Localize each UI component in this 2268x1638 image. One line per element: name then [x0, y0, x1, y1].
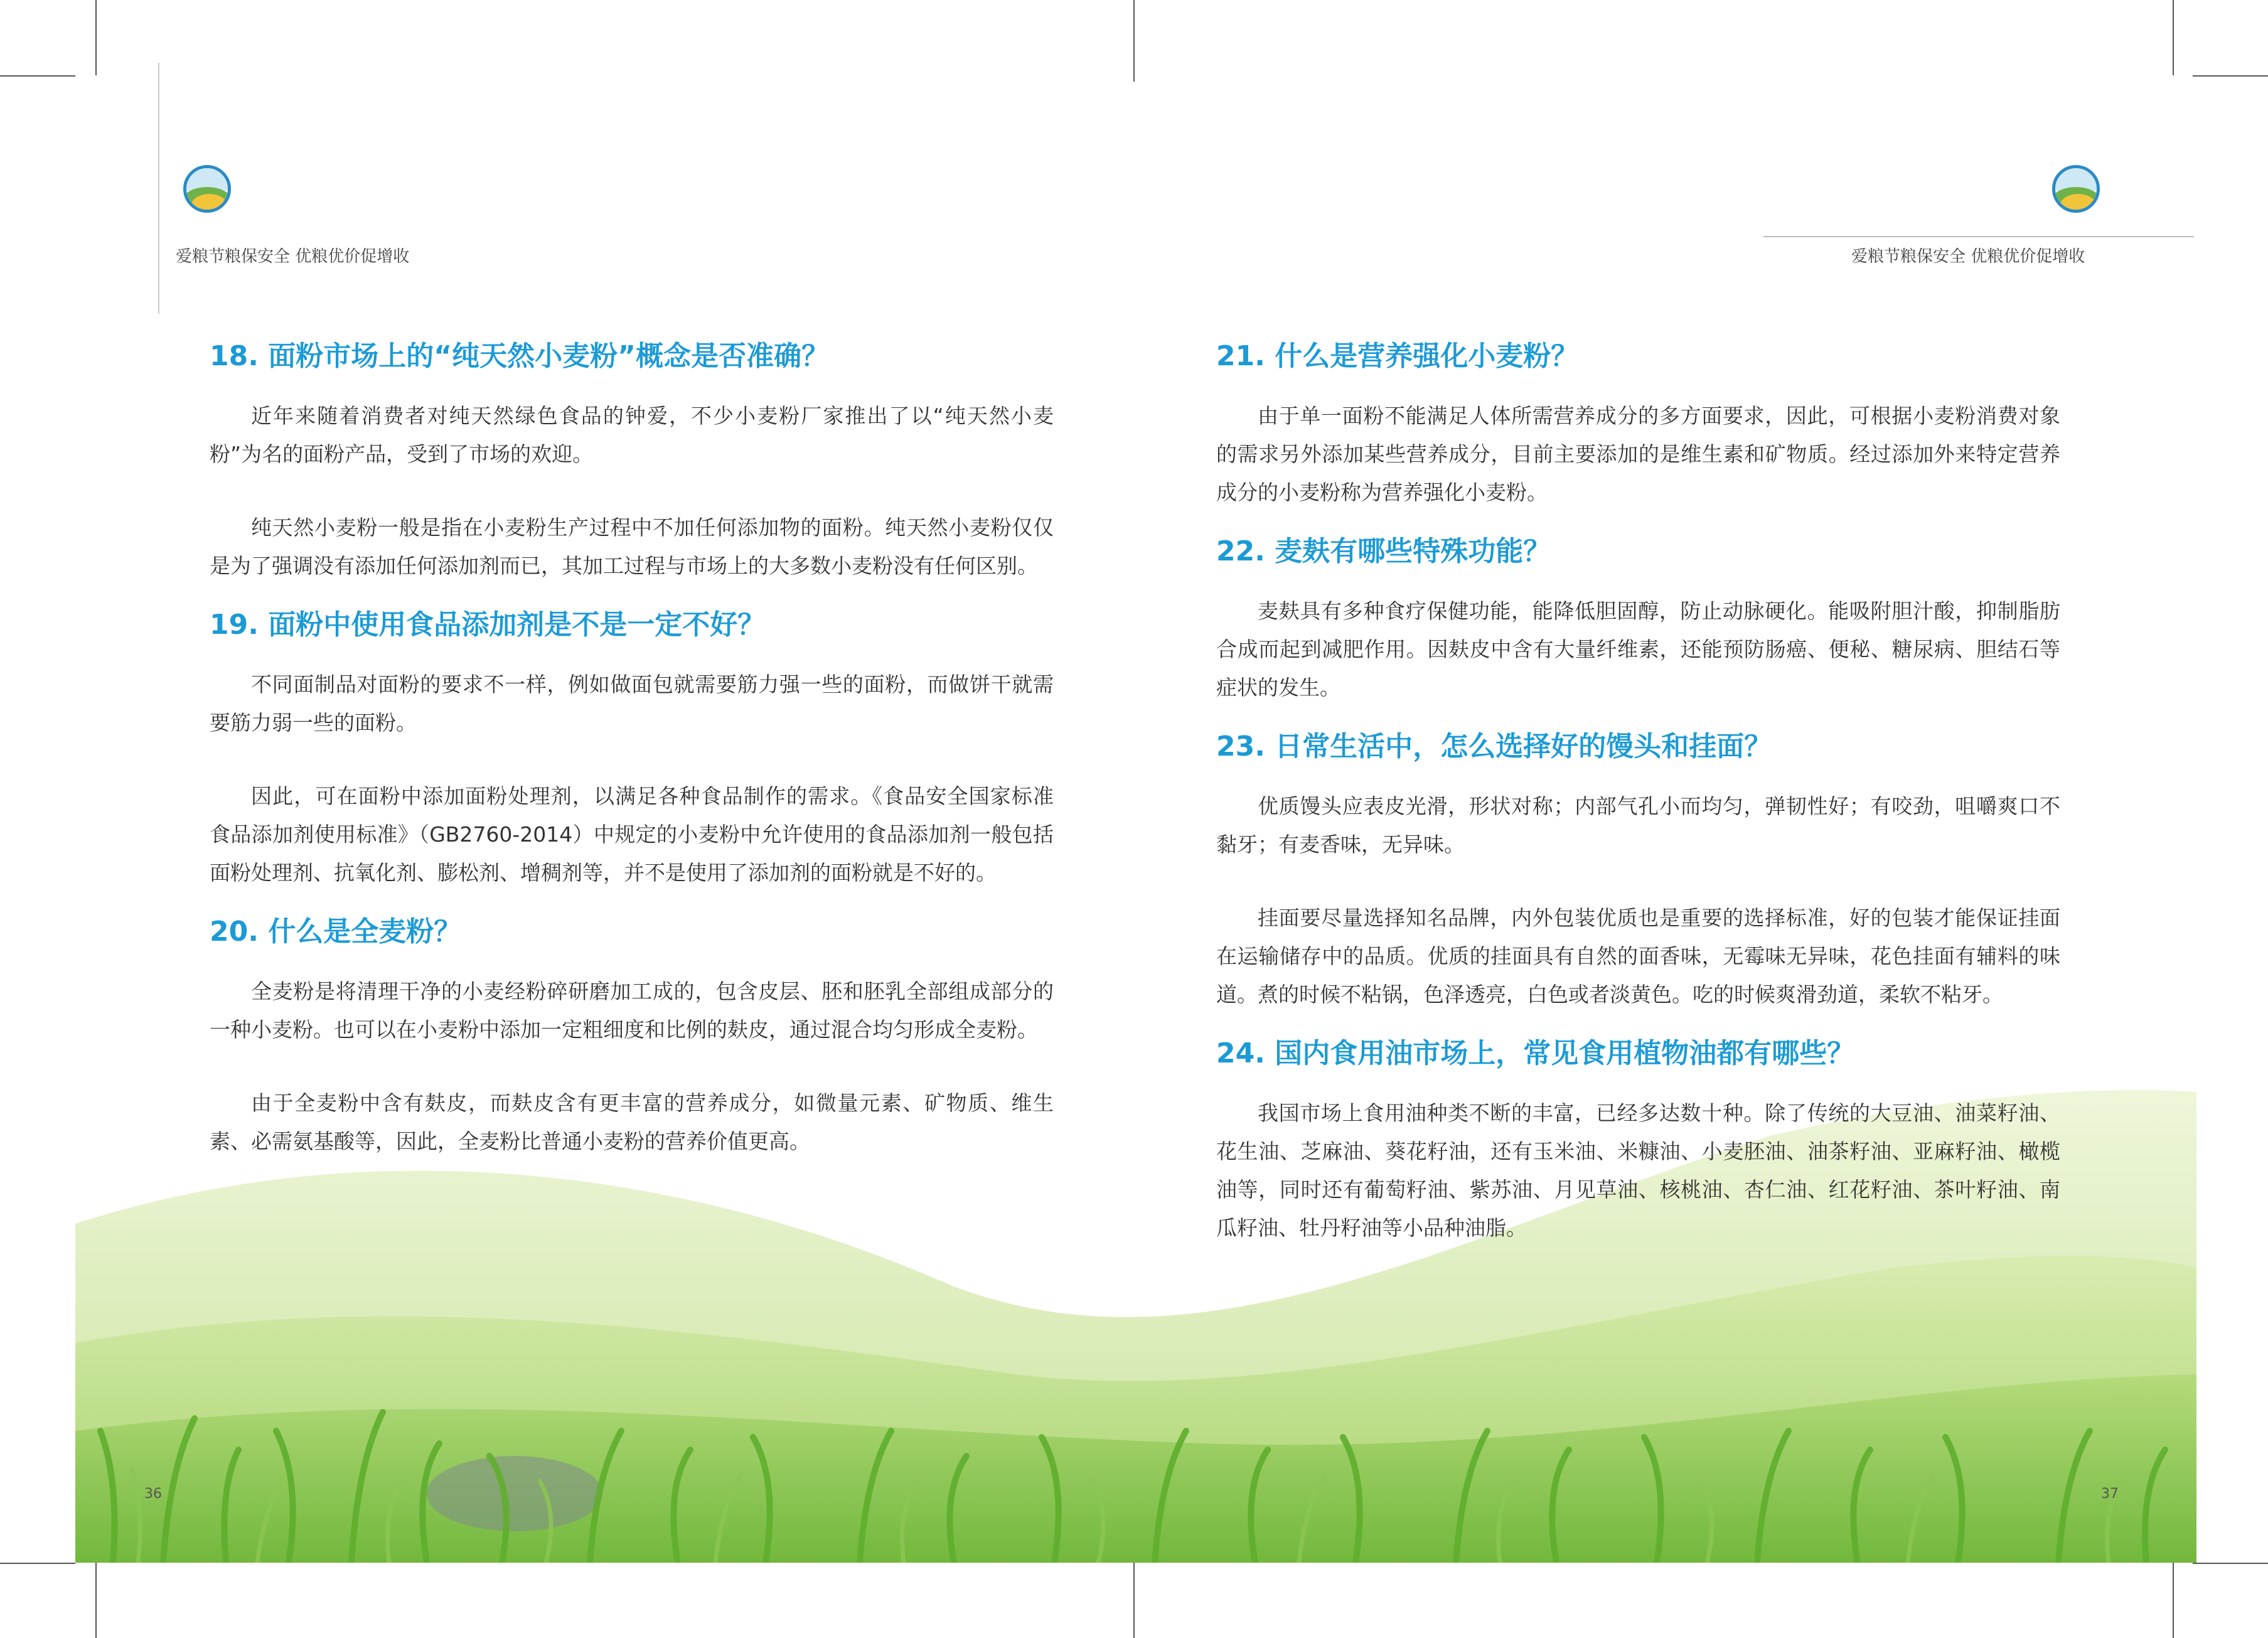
crop-mark	[95, 0, 97, 75]
question-18-paragraph: 近年来随着消费者对纯天然绿色食品的钟爱，不少小麦粉厂家推出了以“纯天然小麦粉”为名的面粉产品，受到了市场的欢迎。	[210, 404, 1054, 466]
question-22-title: 22. 麦麸有哪些特殊功能？	[1216, 535, 1551, 567]
question-19-paragraph: 因此，可在面粉中添加面粉处理剂，以满足各种食品制作的需求。《食品安全国家标准 食品添加剂使用标准》（GB2760-2014）中规定的小麦粉中允许使用的食品添加剂一般包括面粉处理剂、抗氧化剂、膨松剂、增稠剂等，并不是使用了添加剂的面粉就是不好的。	[210, 784, 1054, 885]
question-24-paragraph: 我国市场上食用油种类不断的丰富，已经多达数十种。除了传统的大豆油、油菜籽油、花生油、芝麻油、葵花籽油，还有玉米油、米糠油、小麦胚油、油茶籽油、亚麻籽油、橄榄油等，同时还有葡萄籽油、紫苏油、月见草油、核桃油、杏仁油、红花籽油、茶叶籽油、南瓜籽油、牡丹籽油等小品种油脂。	[1216, 1101, 2060, 1240]
crop-mark	[1133, 1556, 1135, 1638]
crop-mark	[2193, 75, 2268, 77]
crop-mark	[2193, 1563, 2268, 1564]
question-18-paragraph: 纯天然小麦粉一般是指在小麦粉生产过程中不加任何添加物的面粉。纯天然小麦粉仅仅是为了强调没有添加任何添加剂而已，其加工过程与市场上的大多数小麦粉没有任何区别。	[210, 515, 1054, 578]
crop-mark	[158, 63, 159, 314]
page-number-left: 36	[144, 1486, 162, 1502]
question-24-title: 24. 国内食用油市场上，常见食用植物油都有哪些？	[1216, 1037, 1855, 1069]
header-slogan-left: 爱粮节粮保安全 优粮优价促增收	[176, 247, 410, 266]
question-19-paragraph: 不同面制品对面粉的要求不一样，例如做面包就需要筋力强一些的面粉，而做饼干就需要筋力弱一些的面粉。	[210, 672, 1054, 735]
question-20-title: 20. 什么是全麦粉？	[210, 916, 462, 948]
question-18-title: 18. 面粉市场上的“纯天然小麦粉”概念是否准确？	[210, 340, 830, 372]
question-23-title: 23. 日常生活中，怎么选择好的馒头和挂面？	[1216, 731, 1772, 763]
left-page-content	[210, 326, 1054, 1160]
question-20-paragraph: 由于全麦粉中含有麸皮，而麸皮含有更丰富的营养成分，如微量元素、矿物质、维生素、必需氨基酸等，因此，全麦粉比普通小麦粉的营养价值更高。	[210, 1091, 1054, 1154]
question-23-paragraph: 挂面要尽量选择知名品牌，内外包装优质也是重要的选择标准，好的包装才能保证挂面在运输储存中的品质。优质的挂面具有自然的面香味，无霉味无异味，花色挂面有辅料的味道。煮的时候不粘锅，色泽透亮，白色或者淡黄色。吃的时候爽滑劲道，柔软不粘牙。	[1216, 906, 2060, 1007]
grain-logo-icon	[183, 165, 231, 213]
page-number-right: 37	[2101, 1486, 2119, 1502]
header-slogan-right: 爱粮节粮保安全 优粮优价促增收	[1851, 247, 2085, 266]
crop-mark	[0, 1563, 75, 1564]
question-22-paragraph: 麦麸具有多种食疗保健功能，能降低胆固醇，防止动脉硬化。能吸附胆汁酸，抑制脂肪合成而起到减肥作用。因麸皮中含有大量纤维素，还能预防肠癌、便秘、糖尿病、胆结石等症状的发生。	[1216, 599, 2060, 700]
header-divider	[1763, 236, 2194, 237]
grain-logo-icon	[2052, 165, 2100, 213]
question-23-paragraph: 优质馒头应表皮光滑，形状对称；内部气孔小而均匀，弹韧性好；有咬劲，咀嚼爽口不黏牙；有麦香味，无异味。	[1216, 794, 2060, 857]
question-21-paragraph: 由于单一面粉不能满足人体所需营养成分的多方面要求，因此，可根据小麦粉消费对象的需求另外添加某些营养成分，目前主要添加的是维生素和矿物质。经过添加外来特定营养成分的小麦粉称为营养强化小麦粉。	[1216, 404, 2060, 505]
crop-mark	[1133, 0, 1135, 82]
crop-mark	[2173, 1563, 2174, 1638]
crop-mark	[2173, 0, 2174, 75]
right-page-content	[1216, 326, 2060, 1247]
question-20-paragraph: 全麦粉是将清理干净的小麦经粉碎研磨加工成的，包含皮层、胚和胚乳全部组成部分的一种小麦粉。也可以在小麦粉中添加一定粗细度和比例的麸皮，通过混合均匀形成全麦粉。	[210, 979, 1054, 1042]
crop-mark	[0, 75, 75, 77]
crop-mark	[95, 1563, 97, 1638]
question-19-title: 19. 面粉中使用食品添加剂是不是一定不好？	[210, 609, 766, 641]
question-21-title: 21. 什么是营养强化小麦粉？	[1216, 340, 1579, 372]
